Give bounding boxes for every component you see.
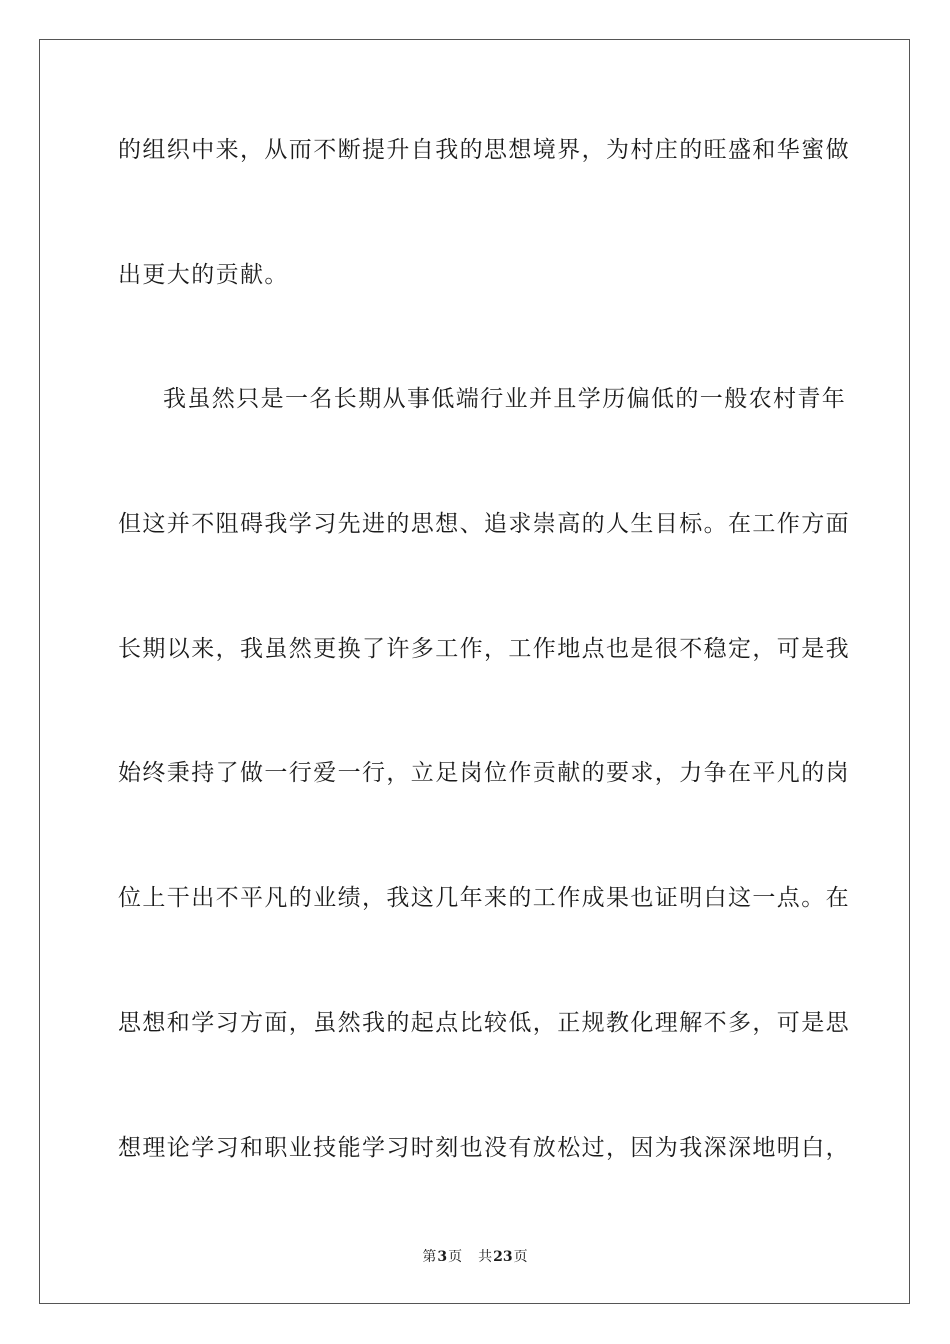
footer-total-prefix: 共: [478, 1249, 493, 1265]
text-line-6: 始终秉持了做一行爱一行，立足岗位作贡献的要求，力争在平凡的岗: [118, 760, 850, 786]
footer-total-suffix: 页: [513, 1249, 528, 1265]
text-line-7: 位上干出不平凡的业绩，我这几年来的工作成果也证明白这一点。在: [118, 885, 850, 911]
footer-page-number: 3: [437, 1249, 448, 1265]
footer-page-prefix: 第: [422, 1249, 437, 1265]
page-border: [39, 39, 910, 1304]
text-line-2: 出更大的贡献。: [118, 262, 289, 288]
text-line-9: 想理论学习和职业技能学习时刻也没有放松过，因为我深深地明白，: [118, 1135, 850, 1161]
footer-total-pages: 23: [493, 1249, 513, 1265]
text-line-4: 但这并不阻碍我学习先进的思想、追求崇高的人生目标。在工作方面: [118, 511, 850, 537]
footer-page-suffix: 页: [448, 1249, 463, 1265]
text-line-3: 我虽然只是一名长期从事低端行业并且学历偏低的一般农村青年: [163, 386, 847, 412]
text-line-1: 的组织中来，从而不断提升自我的思想境界，为村庄的旺盛和华蜜做: [118, 137, 850, 163]
text-line-8: 思想和学习方面，虽然我的起点比较低，正规教化理解不多，可是思: [118, 1010, 850, 1036]
text-line-5: 长期以来，我虽然更换了许多工作，工作地点也是很不稳定，可是我: [118, 636, 850, 662]
page-footer: [0, 1248, 950, 1266]
